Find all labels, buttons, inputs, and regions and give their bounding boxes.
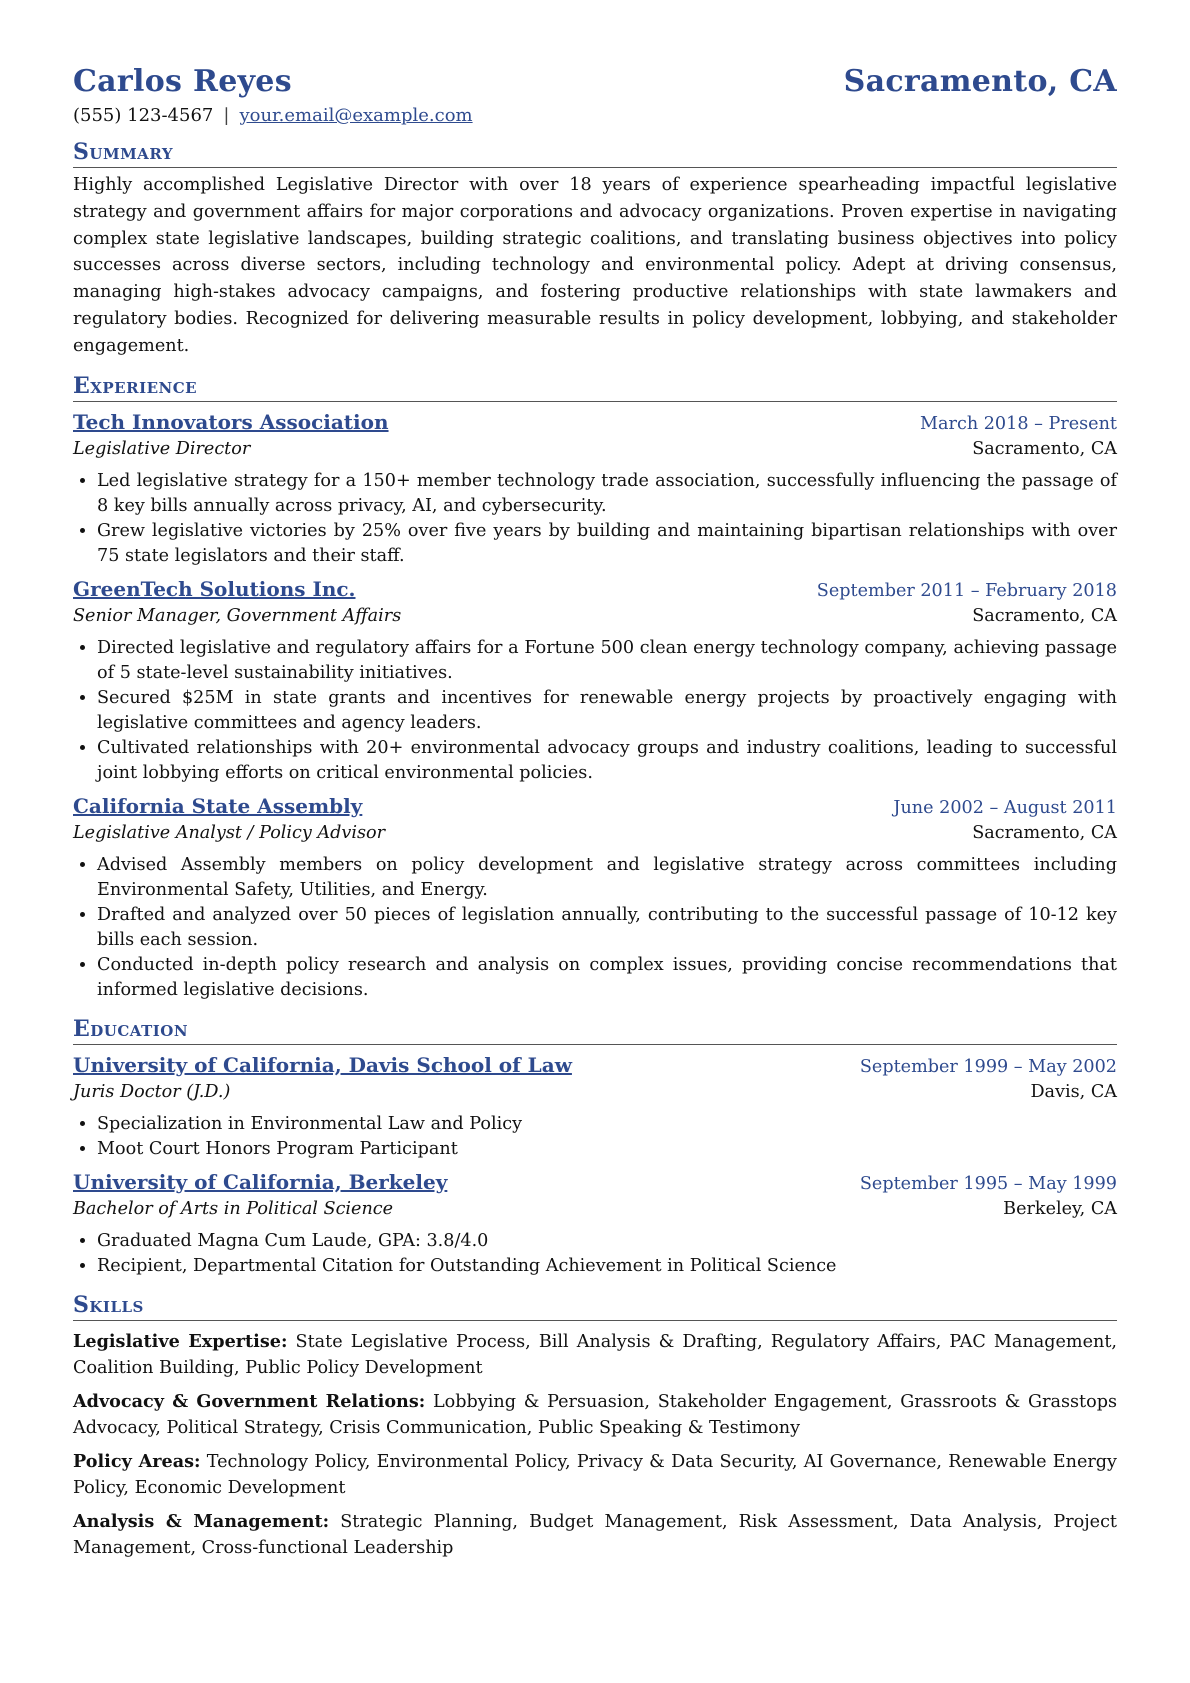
school-location: Berkeley, CA [1003,1198,1117,1219]
summary-heading: Summary [73,138,1117,168]
skill-group-text: Strategic Planning, Budget Management, Risk Assessment, Data Analysis, Project Management, Cross-functional Leadership [73,1511,1118,1558]
list-item: • Advised Assembly members on policy development and legislative strategy across committees including Environmental Safety, Utilities, and Energy. [97,853,1117,903]
skill-group [73,1329,1117,1381]
study-dates: September 1995 – May 1999 [859,1173,1117,1194]
list-item: • Specialization in Environmental Law and Policy [97,1112,1117,1137]
candidate-location: Sacramento, CA [843,64,1117,99]
education-heading: Education [73,1015,1117,1045]
achievement-list [73,469,1117,569]
resume-header [73,64,1117,99]
list-item: • Directed legislative and regulatory affairs for a Fortune 500 clean energy technology company, achieving passage of 5 state-level sustainability initiatives. [97,636,1117,686]
list-item: • Conducted in-depth policy research and analysis on complex issues, providing concise recommendations that informed legislative decisions. [97,953,1117,1003]
skills-section [73,1291,1117,1561]
summary-section [73,138,1117,360]
contact-line [73,105,1117,126]
list-item: • Grew legislative victories by 25% over five years by building and maintaining bipartisan relationships with over 75 state legislators and their staff. [97,519,1117,569]
experience-entry [73,792,1117,1003]
experience-entry [73,575,1117,786]
skill-group-label: Advocacy & Government Relations: [73,1390,426,1412]
employer-name[interactable]: California State Assembly [73,793,363,818]
study-dates: September 1999 – May 2002 [859,1056,1117,1077]
experience-section [73,372,1117,1003]
school-location: Davis, CA [1030,1081,1117,1102]
phone-number: (555) 123-4567 [73,105,214,126]
email-link[interactable]: your.email@example.com [239,105,473,126]
job-title: Legislative Director [73,438,251,459]
education-entry [73,1051,1117,1162]
list-item: • Recipient, Departmental Citation for Outstanding Achievement in Political Science [97,1254,1117,1279]
skill-group-text: Lobbying & Persuasion, Stakeholder Engagement, Grassroots & Grasstops Advocacy, Political Strategy, Crisis Communication, Public Speaking & Testimony [73,1391,1117,1438]
education-section [73,1015,1117,1279]
employer-name[interactable]: GreenTech Solutions Inc. [73,576,356,601]
skill-group [73,1449,1117,1501]
degree-title: Bachelor of Arts in Political Science [73,1198,394,1219]
skill-group [73,1389,1117,1441]
experience-heading: Experience [73,372,1117,402]
achievement-list [73,853,1117,1003]
list-item: • Graduated Magna Cum Laude, GPA: 3.8/4.0 [97,1229,1117,1254]
job-title: Senior Manager, Government Affairs [73,605,402,626]
skill-group-label: Policy Areas: [73,1450,201,1472]
candidate-name: Carlos Reyes [73,64,292,99]
skills-heading: Skills [73,1291,1117,1321]
summary-text: Highly accomplished Legislative Director with over 18 years of experience spearheading impactful legislative strategy and government affairs for major corporations and advocacy organizations. Proven expertise in navigating complex state legislative landscapes, building strategic coalitions, and translating business objectives into policy successes across diverse sectors, including technology and environmental policy. Adept at driving consensus, managing high-stakes advocacy campaigns, and fostering productive relationships with state lawmakers and regulatory bodies. Recognized for delivering measurable results in policy development, lobbying, and stakeholder engagement. [73,175,1117,356]
employer-name[interactable]: Tech Innovators Association [73,409,389,434]
experience-entry [73,408,1117,569]
skill-group-text: State Legislative Process, Bill Analysis & Drafting, Regulatory Affairs, PAC Management, Coalition Building, Public Policy Development [73,1331,1117,1378]
contact-separator: | [223,105,230,126]
school-name[interactable]: University of California, Berkeley [73,1169,448,1194]
education-details [73,1229,1117,1279]
education-details [73,1112,1117,1162]
education-entry [73,1168,1117,1279]
job-location: Sacramento, CA [972,605,1117,626]
employment-dates: June 2002 – August 2011 [893,797,1117,818]
job-location: Sacramento, CA [972,822,1117,843]
list-item: • Secured $25M in state grants and incentives for renewable energy projects by proactively engaging with legislative committees and agency leaders. [97,686,1117,736]
list-item: • Cultivated relationships with 20+ environmental advocacy groups and industry coalitions, leading to successful joint lobbying efforts on critical environmental policies. [97,736,1117,786]
job-location: Sacramento, CA [972,438,1117,459]
school-name[interactable]: University of California, Davis School of Law [73,1052,572,1077]
skill-group-label: Legislative Expertise: [73,1330,288,1352]
job-title: Legislative Analyst / Policy Advisor [73,822,385,843]
achievement-list [73,636,1117,786]
employment-dates: September 2011 – February 2018 [816,580,1117,601]
skill-group [73,1509,1117,1561]
list-item: • Drafted and analyzed over 50 pieces of legislation annually, contributing to the successful passage of 10-12 key bills each session. [97,903,1117,953]
degree-title: Juris Doctor (J.D.) [73,1081,231,1102]
employment-dates: March 2018 – Present [920,413,1117,434]
skill-group-label: Analysis & Management: [73,1510,330,1532]
list-item: • Moot Court Honors Program Participant [97,1137,1117,1162]
skill-group-text: Technology Policy, Environmental Policy, Privacy & Data Security, AI Governance, Renewable Energy Policy, Economic Development [73,1451,1117,1498]
list-item: • Led legislative strategy for a 150+ member technology trade association, successfully influencing the passage of 8 key bills annually across privacy, AI, and cybersecurity. [97,469,1117,519]
